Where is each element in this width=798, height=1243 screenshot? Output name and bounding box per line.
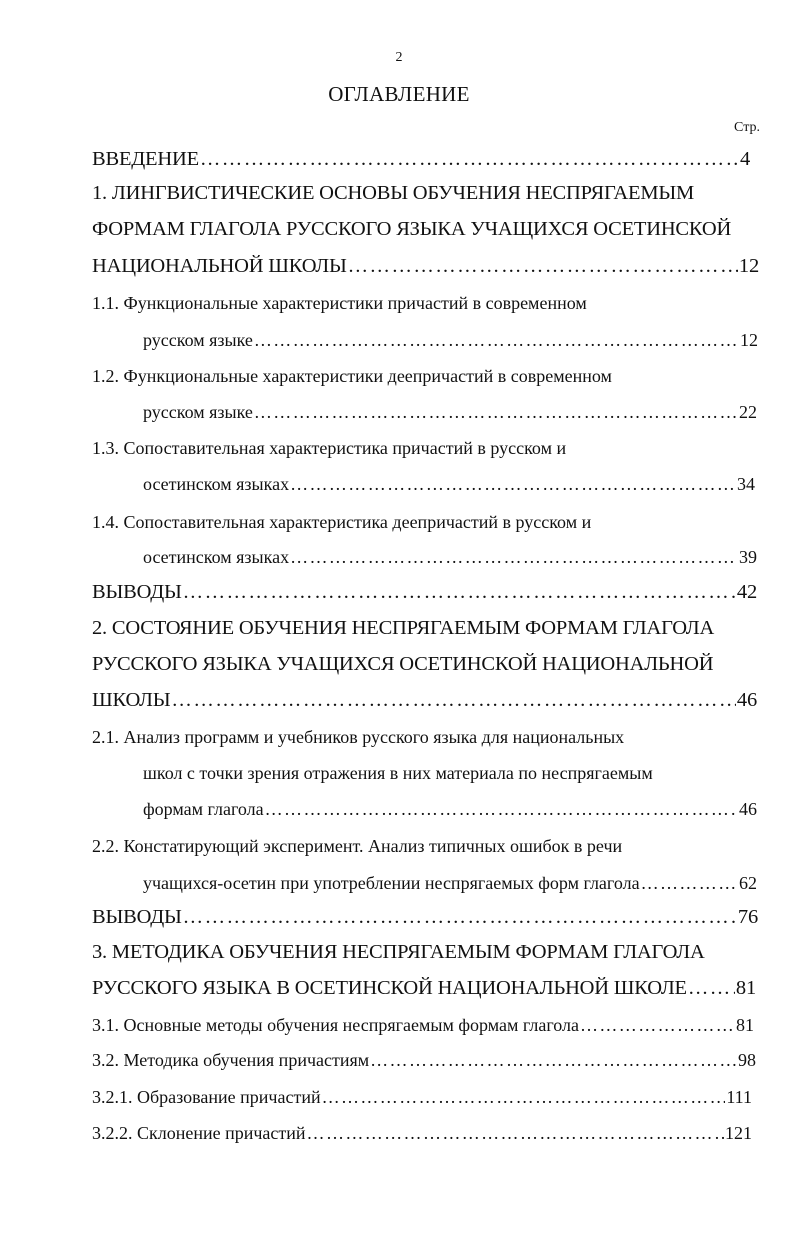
toc-entry-page: 121 — [725, 1123, 752, 1143]
toc-entry-page: 98 — [738, 1050, 756, 1070]
toc-entry-title: формам глагола — [143, 799, 264, 819]
toc-dot-leader — [183, 577, 736, 607]
toc-entry — [143, 325, 758, 355]
toc-dot-leader — [254, 397, 738, 427]
toc-entry — [92, 1010, 754, 1040]
toc-entry — [143, 469, 755, 499]
toc-entry-title: 1.3. Сопоставительная характеристика причастий в русском и — [92, 438, 567, 458]
toc-entry — [92, 433, 750, 463]
toc-entry — [92, 1082, 752, 1112]
toc-entry-title: 3. МЕТОДИКА ОБУЧЕНИЯ НЕСПРЯГАЕМЫМ ФОРМАМ ГЛАГОЛА — [92, 941, 705, 963]
toc-entry-page: 81 — [735, 977, 756, 999]
toc-entry-title: 1.1. Функциональные характеристики причастий в современном — [92, 293, 587, 313]
toc-entry — [143, 542, 757, 572]
toc-entry-title: ВЫВОДЫ — [92, 906, 182, 928]
toc-dot-leader — [580, 1010, 735, 1040]
page-title: ОГЛАВЛЕНИЕ — [328, 82, 470, 106]
toc-entry-title: 3.2.2. Склонение причастий — [92, 1123, 306, 1143]
toc-entry-page: 12 — [738, 255, 759, 277]
toc-entry-page: 34 — [737, 474, 755, 494]
toc-entry-title: НАЦИОНАЛЬНОЙ ШКОЛЫ — [92, 255, 347, 277]
toc-entry — [92, 973, 756, 1003]
toc-entry — [92, 1045, 756, 1075]
page-number: 2 — [395, 50, 403, 65]
toc-dot-leader — [370, 1045, 737, 1075]
toc-entry-title: 2. СОСТОЯНИЕ ОБУЧЕНИЯ НЕСПРЯГАЕМЫМ ФОРМАМ ГЛАГОЛА — [92, 617, 715, 639]
toc-entry — [92, 251, 759, 281]
toc-entry — [92, 722, 750, 752]
toc-entry-page: 81 — [736, 1015, 754, 1035]
toc-entry-title: ВЫВОДЫ — [92, 581, 182, 603]
toc-entry — [92, 685, 757, 715]
toc-entry — [92, 288, 750, 318]
toc-entry — [92, 361, 750, 391]
toc-dot-leader — [290, 469, 736, 499]
toc-entry — [92, 1118, 752, 1148]
toc-entry — [143, 397, 757, 427]
toc-entry-title: ШКОЛЫ — [92, 689, 171, 711]
toc-entry — [92, 214, 750, 244]
toc-entry-title: русском языке — [143, 330, 253, 350]
toc-entry-page: 76 — [737, 906, 758, 928]
toc-entry-title: осетинском языках — [143, 474, 290, 494]
toc-entry — [92, 144, 750, 174]
toc-dot-leader — [322, 1082, 726, 1112]
toc-dot-leader — [254, 325, 739, 355]
toc-dot-leader — [307, 1118, 724, 1148]
toc-entry-page: 39 — [739, 547, 757, 567]
toc-entry-page: 12 — [740, 330, 758, 350]
toc-entry-title: осетинском языках — [143, 547, 290, 567]
toc-entry-title: 3.2. Методика обучения причастиям — [92, 1050, 370, 1070]
toc-entry — [92, 507, 750, 537]
toc-entry — [92, 937, 750, 967]
toc-dot-leader — [183, 902, 737, 932]
toc-entry — [143, 794, 757, 824]
toc-dot-leader — [200, 144, 739, 174]
toc-dot-leader — [688, 973, 735, 1003]
toc-entry-page: 22 — [739, 402, 757, 422]
toc-entry-title: ФОРМАМ ГЛАГОЛА РУССКОГО ЯЗЫКА УЧАЩИХСЯ ОСЕТИНСКОЙ — [92, 218, 732, 240]
toc-entry-page: 4 — [739, 148, 750, 170]
toc-entry-page: 111 — [726, 1087, 752, 1107]
toc-entry — [92, 613, 750, 643]
page-column-header: Стр. — [734, 120, 760, 135]
toc-entry-title: 3.1. Основные методы обучения неспрягаемым формам глагола — [92, 1015, 579, 1035]
toc-entry-title: 3.2.1. Образование причастий — [92, 1087, 321, 1107]
toc-dot-leader — [641, 868, 738, 898]
toc-entry-title: русском языке — [143, 402, 253, 422]
toc-entry-page: 42 — [736, 581, 757, 603]
toc-dot-leader — [265, 794, 738, 824]
toc-entry-page: 62 — [739, 873, 757, 893]
toc-entry — [143, 758, 750, 788]
toc-entry-title: РУССКОГО ЯЗЫКА УЧАЩИХСЯ ОСЕТИНСКОЙ НАЦИОНАЛЬНОЙ — [92, 653, 714, 675]
toc-dot-leader — [348, 251, 738, 281]
toc-entry-title: 2.1. Анализ программ и учебников русского языка для национальных — [92, 727, 625, 747]
toc-entry-title: 1. ЛИНГВИСТИЧЕСКИЕ ОСНОВЫ ОБУЧЕНИЯ НЕСПРЯГАЕМЫМ — [92, 182, 695, 204]
toc-entry-title: ВВЕДЕНИЕ — [92, 148, 199, 170]
toc-entry — [143, 868, 757, 898]
toc-entry-title: 1.4. Сопоставительная характеристика деепричастий в русском и — [92, 512, 592, 532]
toc-entry-title: школ с точки зрения отражения в них материала по неспрягаемым — [143, 763, 653, 783]
toc-entry — [92, 831, 750, 861]
toc-entry-title: 1.2. Функциональные характеристики деепричастий в современном — [92, 366, 612, 386]
toc-entry — [92, 577, 757, 607]
toc-dot-leader — [290, 542, 738, 572]
toc-entry-page: 46 — [736, 689, 757, 711]
toc-entry — [92, 649, 750, 679]
toc-dot-leader — [171, 685, 735, 715]
toc-entry-title: 2.2. Констатирующий эксперимент. Анализ типичных ошибок в речи — [92, 836, 623, 856]
toc-entry-title: РУССКОГО ЯЗЫКА В ОСЕТИНСКОЙ НАЦИОНАЛЬНОЙ ШКОЛЕ — [92, 977, 687, 999]
toc-entry — [92, 902, 758, 932]
toc-entry-page: 46 — [739, 799, 757, 819]
toc-entry-title: учащихся-осетин при употреблении неспрягаемых форм глагола — [143, 873, 640, 893]
toc-entry — [92, 178, 750, 208]
